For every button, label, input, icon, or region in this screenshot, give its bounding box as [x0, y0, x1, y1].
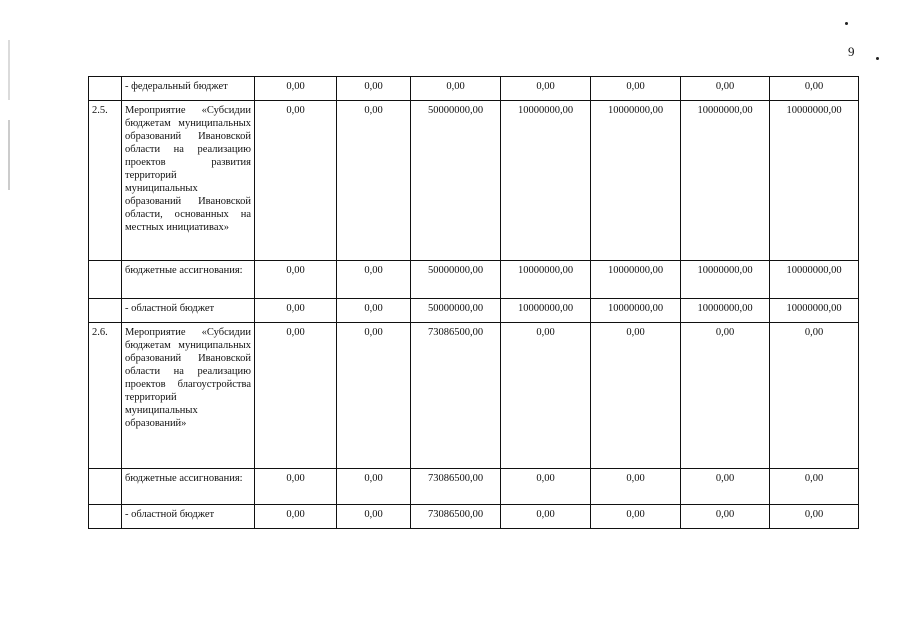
- value-cell: 0,00: [337, 299, 411, 323]
- value-cell: 10000000,00: [501, 261, 591, 299]
- table-row: [89, 323, 859, 469]
- value-cell: 0,00: [681, 469, 770, 505]
- value-cell: 0,00: [501, 469, 591, 505]
- value-cell: 0,00: [681, 323, 770, 469]
- value-cell: 50000000,00: [411, 101, 501, 261]
- scan-edge-mark: [8, 40, 10, 100]
- row-index: [89, 469, 122, 505]
- row-description: бюджетные ассигнования:: [122, 261, 255, 299]
- value-cell: 10000000,00: [770, 261, 859, 299]
- row-index: [89, 77, 122, 101]
- value-cell: 0,00: [337, 101, 411, 261]
- value-cell: 0,00: [255, 323, 337, 469]
- row-index: 2.6.: [89, 323, 122, 469]
- scan-edge-mark: [8, 120, 10, 190]
- value-cell: 10000000,00: [770, 299, 859, 323]
- row-index: 2.5.: [89, 101, 122, 261]
- value-cell: 0,00: [591, 469, 681, 505]
- value-cell: 10000000,00: [501, 299, 591, 323]
- value-cell: 73086500,00: [411, 469, 501, 505]
- page-number: 9: [848, 44, 855, 59]
- value-cell: 0,00: [255, 469, 337, 505]
- row-description: бюджетные ассигнования:: [122, 469, 255, 505]
- row-index: [89, 261, 122, 299]
- table-row: [89, 505, 859, 529]
- value-cell: 0,00: [255, 101, 337, 261]
- scan-speck: [845, 22, 848, 25]
- value-cell: 10000000,00: [591, 299, 681, 323]
- value-cell: 0,00: [501, 505, 591, 529]
- value-cell: 50000000,00: [411, 261, 501, 299]
- value-cell: 0,00: [255, 261, 337, 299]
- value-cell: 50000000,00: [411, 299, 501, 323]
- value-cell: 10000000,00: [501, 101, 591, 261]
- row-description: Мероприятие «Субсидии бюджетам муниципальных образований Ивановской области на реализацию проектов развития территорий муниципальных образований Ивановской области, основанных на местных инициативах»: [122, 101, 255, 261]
- value-cell: 73086500,00: [411, 323, 501, 469]
- value-cell: 0,00: [770, 505, 859, 529]
- row-description: - областной бюджет: [122, 505, 255, 529]
- value-cell: 0,00: [681, 505, 770, 529]
- budget-table: [88, 76, 859, 529]
- scan-speck: [876, 57, 879, 60]
- value-cell: 0,00: [255, 505, 337, 529]
- row-description: Мероприятие «Субсидии бюджетам муниципальных образований Ивановской области на реализацию проектов благоустройства территорий муниципальных образований»: [122, 323, 255, 469]
- table-row: [89, 261, 859, 299]
- value-cell: 0,00: [337, 469, 411, 505]
- value-cell: 10000000,00: [770, 101, 859, 261]
- value-cell: 73086500,00: [411, 505, 501, 529]
- value-cell: 0,00: [591, 505, 681, 529]
- row-description: - федеральный бюджет: [122, 77, 255, 101]
- value-cell: 0,00: [337, 505, 411, 529]
- value-cell: 0,00: [255, 77, 337, 101]
- table-row: [89, 101, 859, 261]
- value-cell: 0,00: [591, 323, 681, 469]
- value-cell: 0,00: [337, 261, 411, 299]
- table-row: [89, 77, 859, 101]
- value-cell: 10000000,00: [591, 261, 681, 299]
- value-cell: 0,00: [770, 323, 859, 469]
- row-description: - областной бюджет: [122, 299, 255, 323]
- value-cell: 0,00: [337, 77, 411, 101]
- table-row: [89, 469, 859, 505]
- row-index: [89, 505, 122, 529]
- value-cell: 10000000,00: [591, 101, 681, 261]
- row-index: [89, 299, 122, 323]
- value-cell: 0,00: [501, 323, 591, 469]
- value-cell: 0,00: [770, 77, 859, 101]
- value-cell: 0,00: [411, 77, 501, 101]
- value-cell: 10000000,00: [681, 299, 770, 323]
- value-cell: 0,00: [681, 77, 770, 101]
- value-cell: 0,00: [337, 323, 411, 469]
- table-row: [89, 299, 859, 323]
- value-cell: 0,00: [501, 77, 591, 101]
- value-cell: 0,00: [255, 299, 337, 323]
- value-cell: 0,00: [591, 77, 681, 101]
- value-cell: 10000000,00: [681, 261, 770, 299]
- value-cell: 10000000,00: [681, 101, 770, 261]
- value-cell: 0,00: [770, 469, 859, 505]
